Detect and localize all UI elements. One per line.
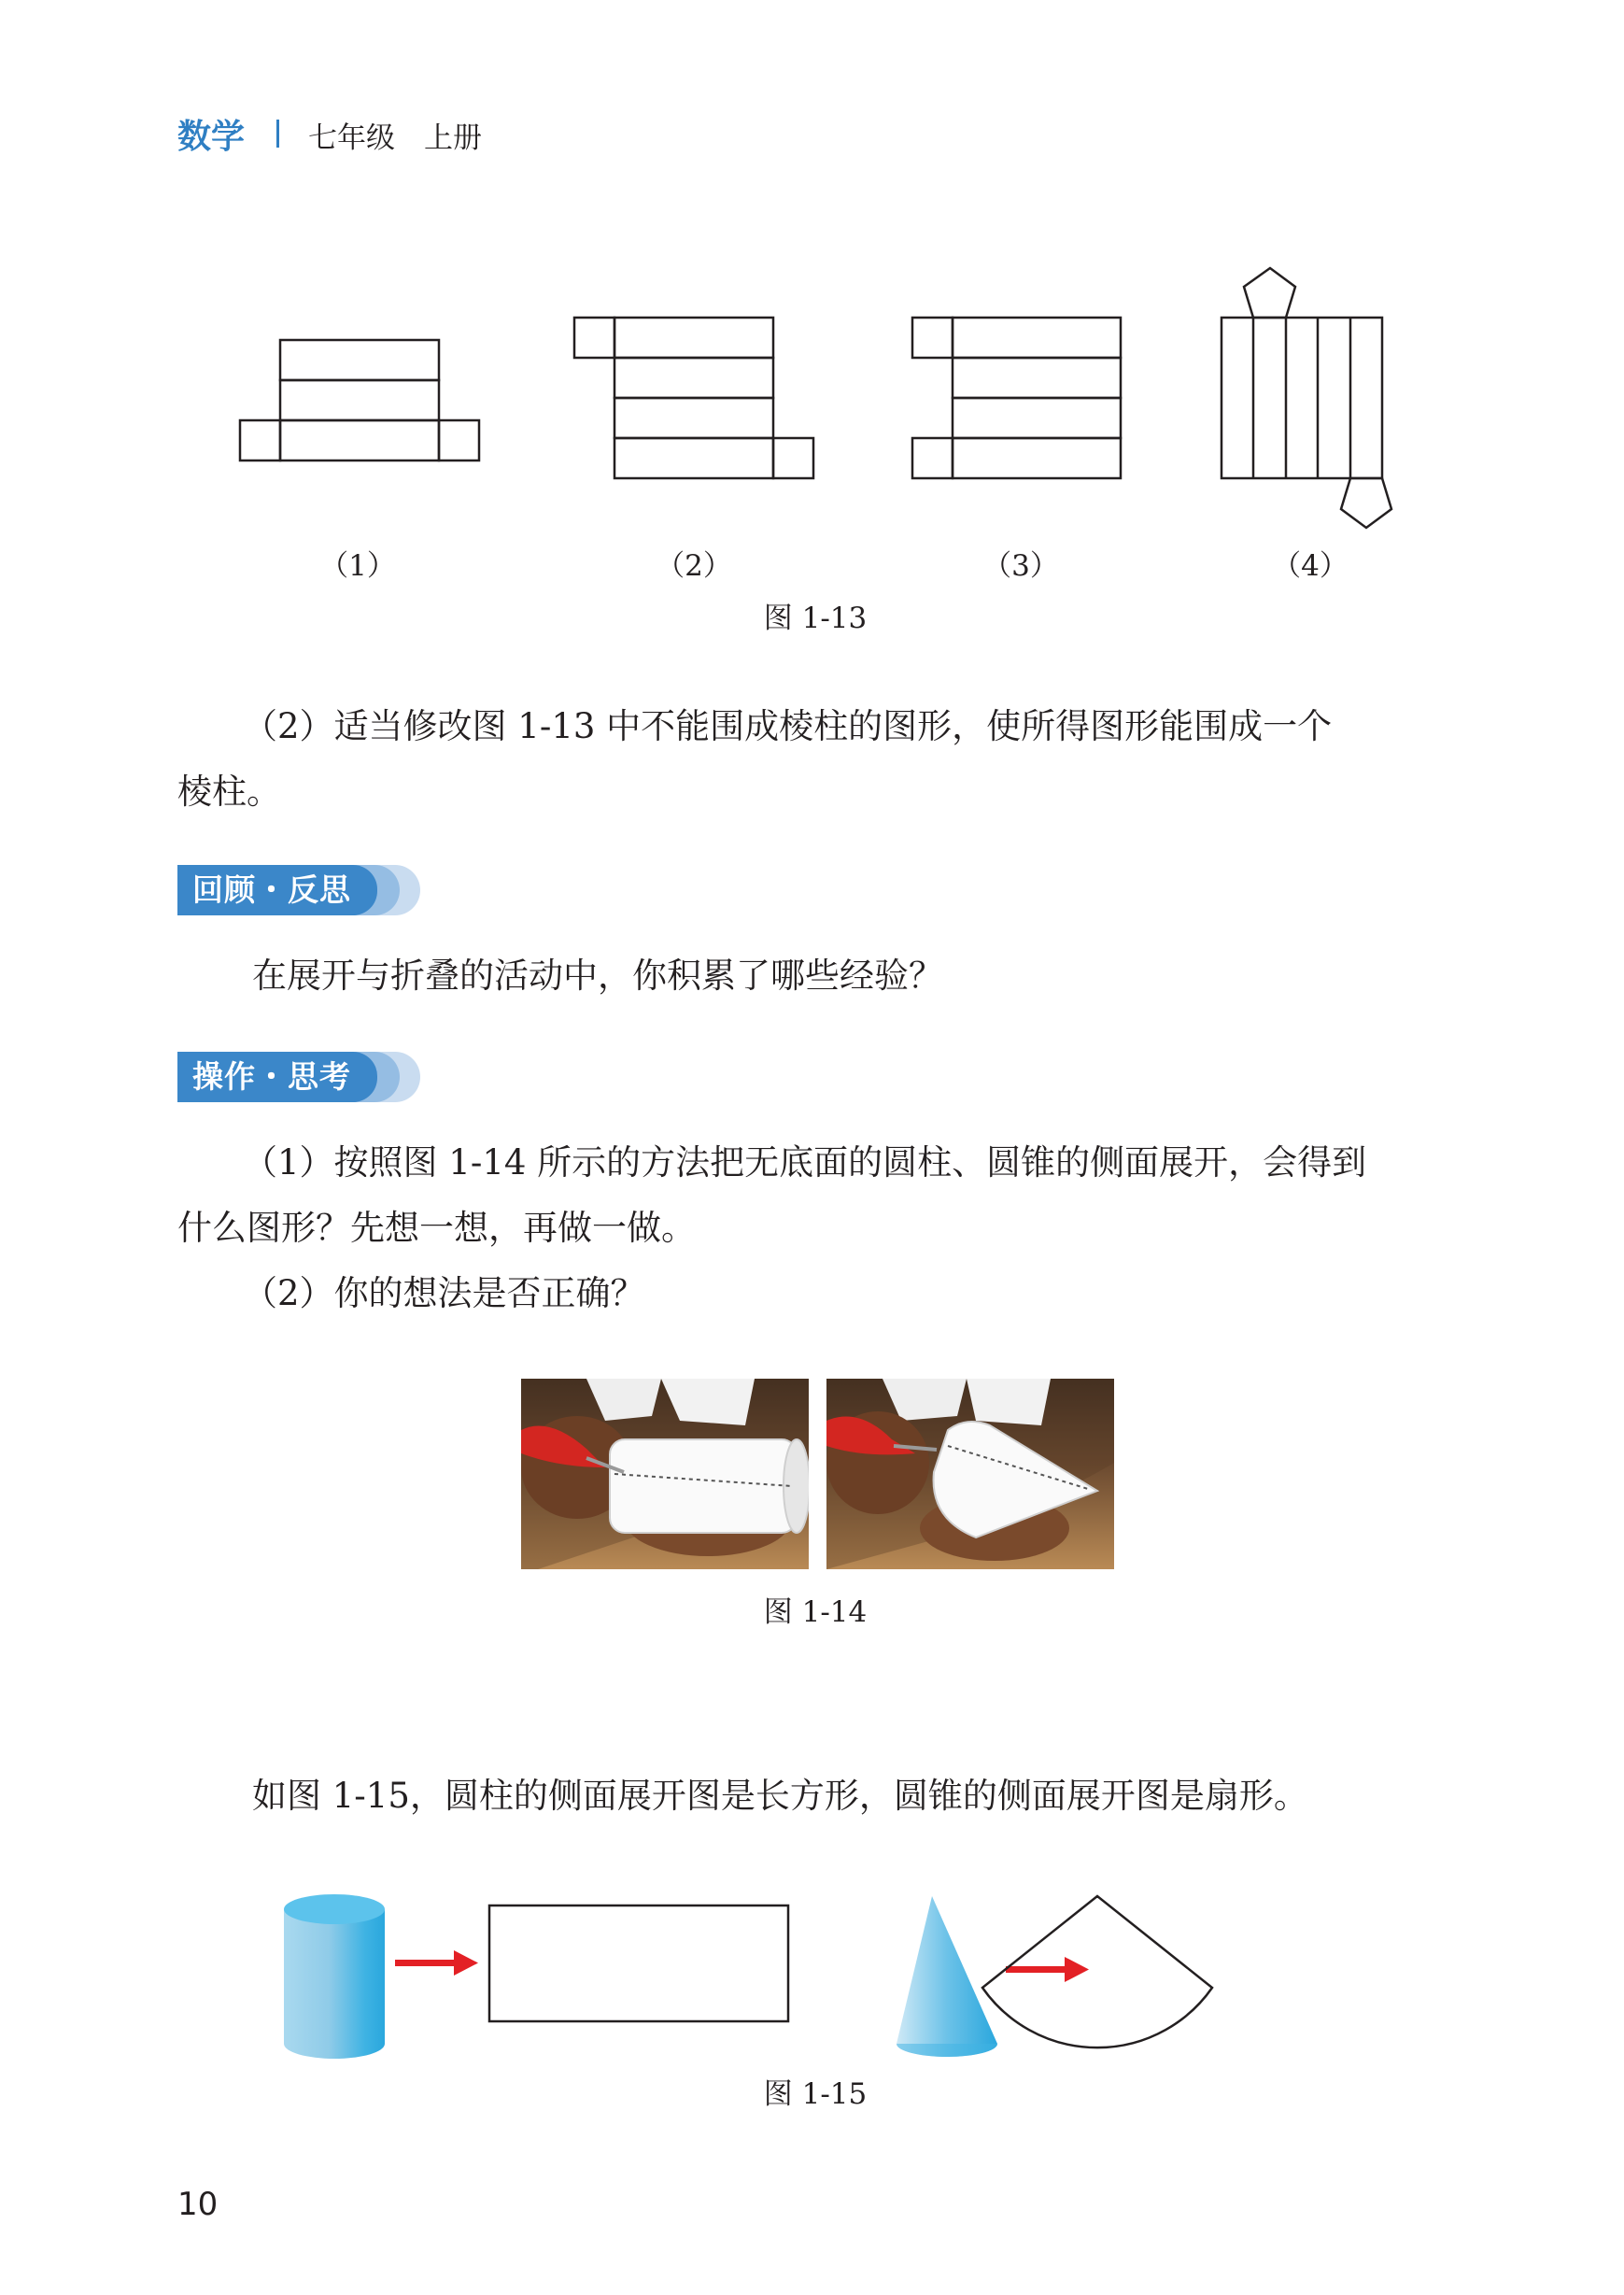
figure-1-15-intro: 如图 1-15，圆柱的侧面展开图是长方形，圆锥的侧面展开图是扇形。 bbox=[252, 1776, 1308, 1816]
exercise-2-line-2: 棱柱。 bbox=[177, 772, 281, 812]
review-reflect-tag bbox=[177, 865, 430, 915]
cone-solid bbox=[897, 1896, 997, 2057]
photo-cutting-cone bbox=[826, 1379, 1114, 1569]
figure-1-13-label-4: （4） bbox=[1272, 549, 1349, 583]
figure-1-14-caption: 图 1-14 bbox=[763, 1595, 868, 1629]
operate-1-line-2: 什么图形？先想一想，再做一做。 bbox=[177, 1208, 696, 1248]
rectangle-net bbox=[489, 1905, 788, 2021]
review-reflect-tag-label: 回顾・反思 bbox=[177, 865, 377, 915]
figure-1-15-caption: 图 1-15 bbox=[763, 2077, 868, 2111]
arrow-cylinder bbox=[395, 1950, 478, 1976]
page-number: 10 bbox=[177, 2186, 219, 2223]
arrow-cone bbox=[1006, 1957, 1089, 1982]
net-1 bbox=[240, 340, 479, 460]
figure-1-13-caption: 图 1-13 bbox=[763, 602, 868, 635]
net-3 bbox=[912, 318, 1121, 478]
photo-cutting-cylinder bbox=[521, 1379, 809, 1569]
net-2 bbox=[574, 318, 813, 478]
exercise-2-line-1: （2）适当修改图 1-13 中不能围成棱柱的图形，使所得图形能围成一个 bbox=[243, 706, 1333, 746]
figure-1-15 bbox=[271, 1887, 1373, 2074]
figure-1-13-label-1: （1） bbox=[319, 549, 396, 583]
operate-think-tag-label: 操作・思考 bbox=[177, 1052, 377, 1102]
header-divider bbox=[276, 120, 279, 148]
review-text: 在展开与折叠的活动中，你积累了哪些经验？ bbox=[252, 956, 943, 996]
net-4 bbox=[1222, 268, 1391, 528]
figure-1-13-label-3: （3） bbox=[982, 549, 1059, 583]
header-subject: 数学 bbox=[177, 118, 246, 156]
operate-think-tag bbox=[177, 1052, 430, 1102]
cylinder-solid bbox=[284, 1894, 385, 2059]
figure-1-13-label-2: （2） bbox=[656, 549, 732, 583]
figure-1-13 bbox=[224, 262, 1419, 532]
operate-2: （2）你的想法是否正确？ bbox=[243, 1273, 645, 1313]
operate-1-line-1: （1）按照图 1-14 所示的方法把无底面的圆柱、圆锥的侧面展开，会得到 bbox=[243, 1142, 1367, 1183]
header-grade: 七年级 上册 bbox=[308, 121, 482, 155]
